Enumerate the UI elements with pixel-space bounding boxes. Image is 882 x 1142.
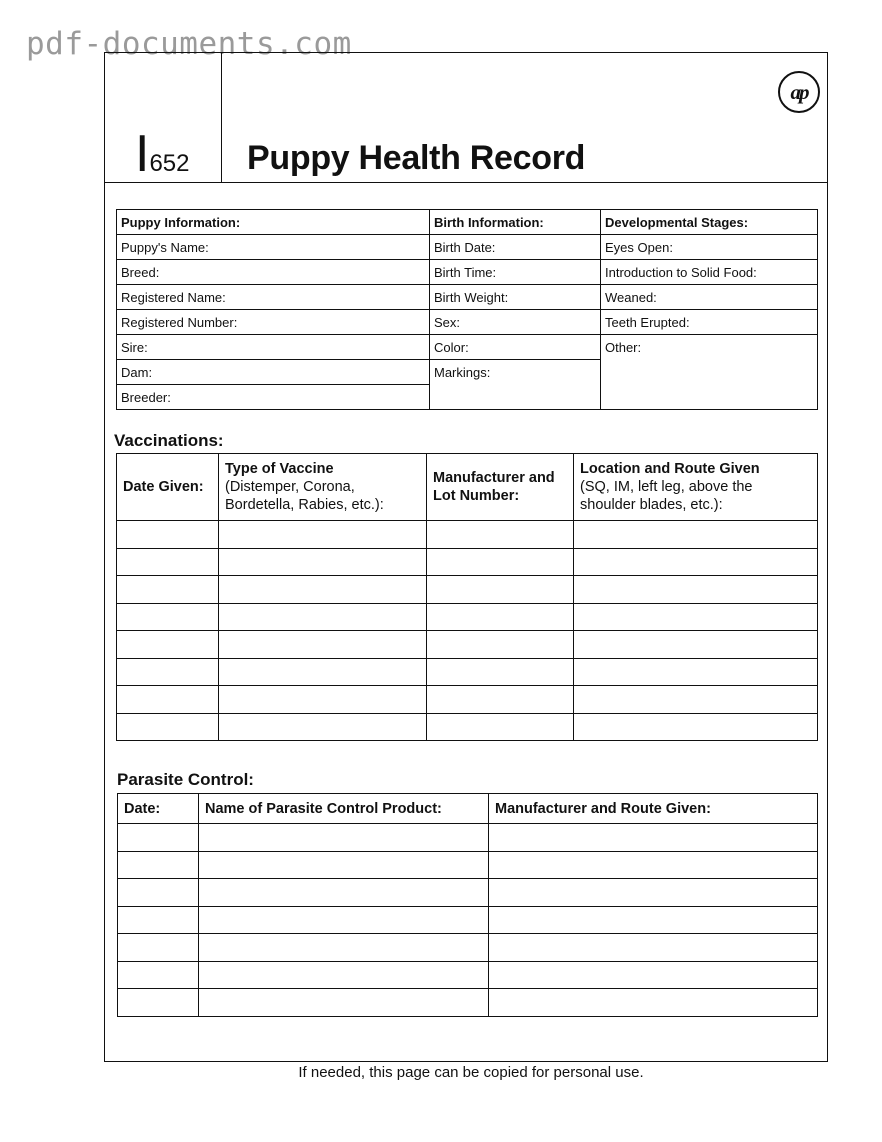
table-row bbox=[118, 851, 818, 879]
table-cell[interactable] bbox=[574, 548, 818, 576]
birth-date-field[interactable]: Birth Date: bbox=[430, 235, 601, 260]
header-rule bbox=[105, 182, 827, 183]
vaccinations-title: Vaccinations: bbox=[114, 431, 224, 450]
table-cell[interactable] bbox=[574, 521, 818, 549]
breeder-field[interactable]: Breeder: bbox=[117, 385, 430, 410]
eyes-open-field[interactable]: Eyes Open: bbox=[601, 235, 818, 260]
table-cell[interactable] bbox=[574, 631, 818, 659]
table-cell[interactable] bbox=[219, 603, 427, 631]
parasite-control-table bbox=[117, 793, 818, 1017]
other-field[interactable]: Other: bbox=[601, 335, 818, 410]
table-row bbox=[117, 713, 818, 741]
table-cell[interactable] bbox=[219, 631, 427, 659]
table-cell[interactable] bbox=[489, 934, 818, 962]
table-cell[interactable] bbox=[427, 548, 574, 576]
watermark: pdf-documents.com bbox=[26, 26, 352, 62]
dam-field[interactable]: Dam: bbox=[117, 360, 430, 385]
table-row bbox=[117, 603, 818, 631]
page-title: Puppy Health Record bbox=[247, 139, 586, 177]
table-cell[interactable] bbox=[489, 879, 818, 907]
vacc-col-date: Date Given: bbox=[117, 454, 219, 521]
para-col-product: Name of Parasite Control Product: bbox=[199, 794, 489, 824]
sex-field[interactable]: Sex: bbox=[430, 310, 601, 335]
table-row bbox=[118, 989, 818, 1017]
table-cell[interactable] bbox=[427, 631, 574, 659]
birth-time-field[interactable]: Birth Time: bbox=[430, 260, 601, 285]
table-cell[interactable] bbox=[118, 851, 199, 879]
table-cell[interactable] bbox=[199, 961, 489, 989]
table-cell[interactable] bbox=[118, 906, 199, 934]
dev-stages-header: Developmental Stages: bbox=[601, 210, 818, 235]
table-row bbox=[117, 576, 818, 604]
form-letter: I bbox=[135, 125, 150, 183]
table-cell[interactable] bbox=[117, 686, 219, 714]
birth-weight-field[interactable]: Birth Weight: bbox=[430, 285, 601, 310]
table-cell[interactable] bbox=[489, 989, 818, 1017]
breed-field[interactable]: Breed: bbox=[117, 260, 430, 285]
table-cell[interactable] bbox=[199, 851, 489, 879]
table-cell[interactable] bbox=[427, 521, 574, 549]
table-cell[interactable] bbox=[427, 713, 574, 741]
color-field[interactable]: Color: bbox=[430, 335, 601, 360]
table-cell[interactable] bbox=[427, 686, 574, 714]
table-cell[interactable] bbox=[199, 824, 489, 852]
table-cell[interactable] bbox=[219, 576, 427, 604]
table-cell[interactable] bbox=[117, 576, 219, 604]
puppy-name-field[interactable]: Puppy's Name: bbox=[117, 235, 430, 260]
table-row bbox=[117, 548, 818, 576]
table-cell[interactable] bbox=[118, 961, 199, 989]
table-cell[interactable] bbox=[199, 934, 489, 962]
table-cell[interactable] bbox=[427, 576, 574, 604]
table-cell[interactable] bbox=[117, 521, 219, 549]
table-cell[interactable] bbox=[489, 961, 818, 989]
table-cell[interactable] bbox=[574, 603, 818, 631]
table-cell[interactable] bbox=[117, 713, 219, 741]
table-cell[interactable] bbox=[199, 906, 489, 934]
table-cell[interactable] bbox=[219, 658, 427, 686]
table-cell[interactable] bbox=[574, 576, 818, 604]
form-number-value: 652 bbox=[149, 150, 190, 177]
vacc-col-type: Type of Vaccine (Distemper, Corona, Bordetella, Rabies, etc.): bbox=[219, 454, 427, 521]
logo-text: ap bbox=[790, 79, 808, 104]
table-cell[interactable] bbox=[199, 989, 489, 1017]
ap-logo bbox=[778, 71, 820, 113]
teeth-erupted-field[interactable]: Teeth Erupted: bbox=[601, 310, 818, 335]
para-col-manufacturer: Manufacturer and Route Given: bbox=[489, 794, 818, 824]
weaned-field[interactable]: Weaned: bbox=[601, 285, 818, 310]
table-cell[interactable] bbox=[427, 658, 574, 686]
birth-info-header: Birth Information: bbox=[430, 210, 601, 235]
table-cell[interactable] bbox=[118, 989, 199, 1017]
table-cell[interactable] bbox=[489, 906, 818, 934]
table-cell[interactable] bbox=[118, 824, 199, 852]
table-cell[interactable] bbox=[219, 686, 427, 714]
puppy-info-header: Puppy Information: bbox=[117, 210, 430, 235]
table-row bbox=[118, 879, 818, 907]
markings-field[interactable]: Markings: bbox=[430, 360, 601, 410]
table-row bbox=[117, 658, 818, 686]
form-number bbox=[135, 125, 190, 183]
para-col-date: Date: bbox=[118, 794, 199, 824]
table-cell[interactable] bbox=[219, 521, 427, 549]
table-cell[interactable] bbox=[489, 851, 818, 879]
table-row bbox=[117, 631, 818, 659]
table-row bbox=[118, 906, 818, 934]
puppy-info-table bbox=[116, 209, 818, 410]
table-cell[interactable] bbox=[427, 603, 574, 631]
table-row bbox=[117, 686, 818, 714]
table-cell[interactable] bbox=[117, 631, 219, 659]
table-cell[interactable] bbox=[117, 658, 219, 686]
registered-number-field[interactable]: Registered Number: bbox=[117, 310, 430, 335]
solid-food-field[interactable]: Introduction to Solid Food: bbox=[601, 260, 818, 285]
table-cell[interactable] bbox=[118, 934, 199, 962]
table-cell[interactable] bbox=[199, 879, 489, 907]
table-row bbox=[118, 961, 818, 989]
table-cell[interactable] bbox=[574, 686, 818, 714]
table-cell[interactable] bbox=[489, 824, 818, 852]
table-row bbox=[117, 521, 818, 549]
table-cell[interactable] bbox=[117, 548, 219, 576]
table-row bbox=[118, 824, 818, 852]
table-cell[interactable] bbox=[118, 879, 199, 907]
table-cell[interactable] bbox=[117, 603, 219, 631]
vacc-col-manufacturer: Manufacturer and Lot Number: bbox=[427, 454, 574, 521]
sire-field[interactable]: Sire: bbox=[117, 335, 430, 360]
header-divider bbox=[221, 53, 222, 182]
vacc-col-location: Location and Route Given (SQ, IM, left leg, above the shoulder blades, etc.): bbox=[574, 454, 818, 521]
table-cell[interactable] bbox=[219, 548, 427, 576]
table-cell[interactable] bbox=[219, 713, 427, 741]
parasite-control-title: Parasite Control: bbox=[117, 770, 254, 789]
registered-name-field[interactable]: Registered Name: bbox=[117, 285, 430, 310]
footer-note: If needed, this page can be copied for personal use. bbox=[298, 1064, 644, 1081]
table-row bbox=[118, 934, 818, 962]
vaccinations-table bbox=[116, 453, 818, 741]
table-cell[interactable] bbox=[574, 658, 818, 686]
table-cell[interactable] bbox=[574, 713, 818, 741]
